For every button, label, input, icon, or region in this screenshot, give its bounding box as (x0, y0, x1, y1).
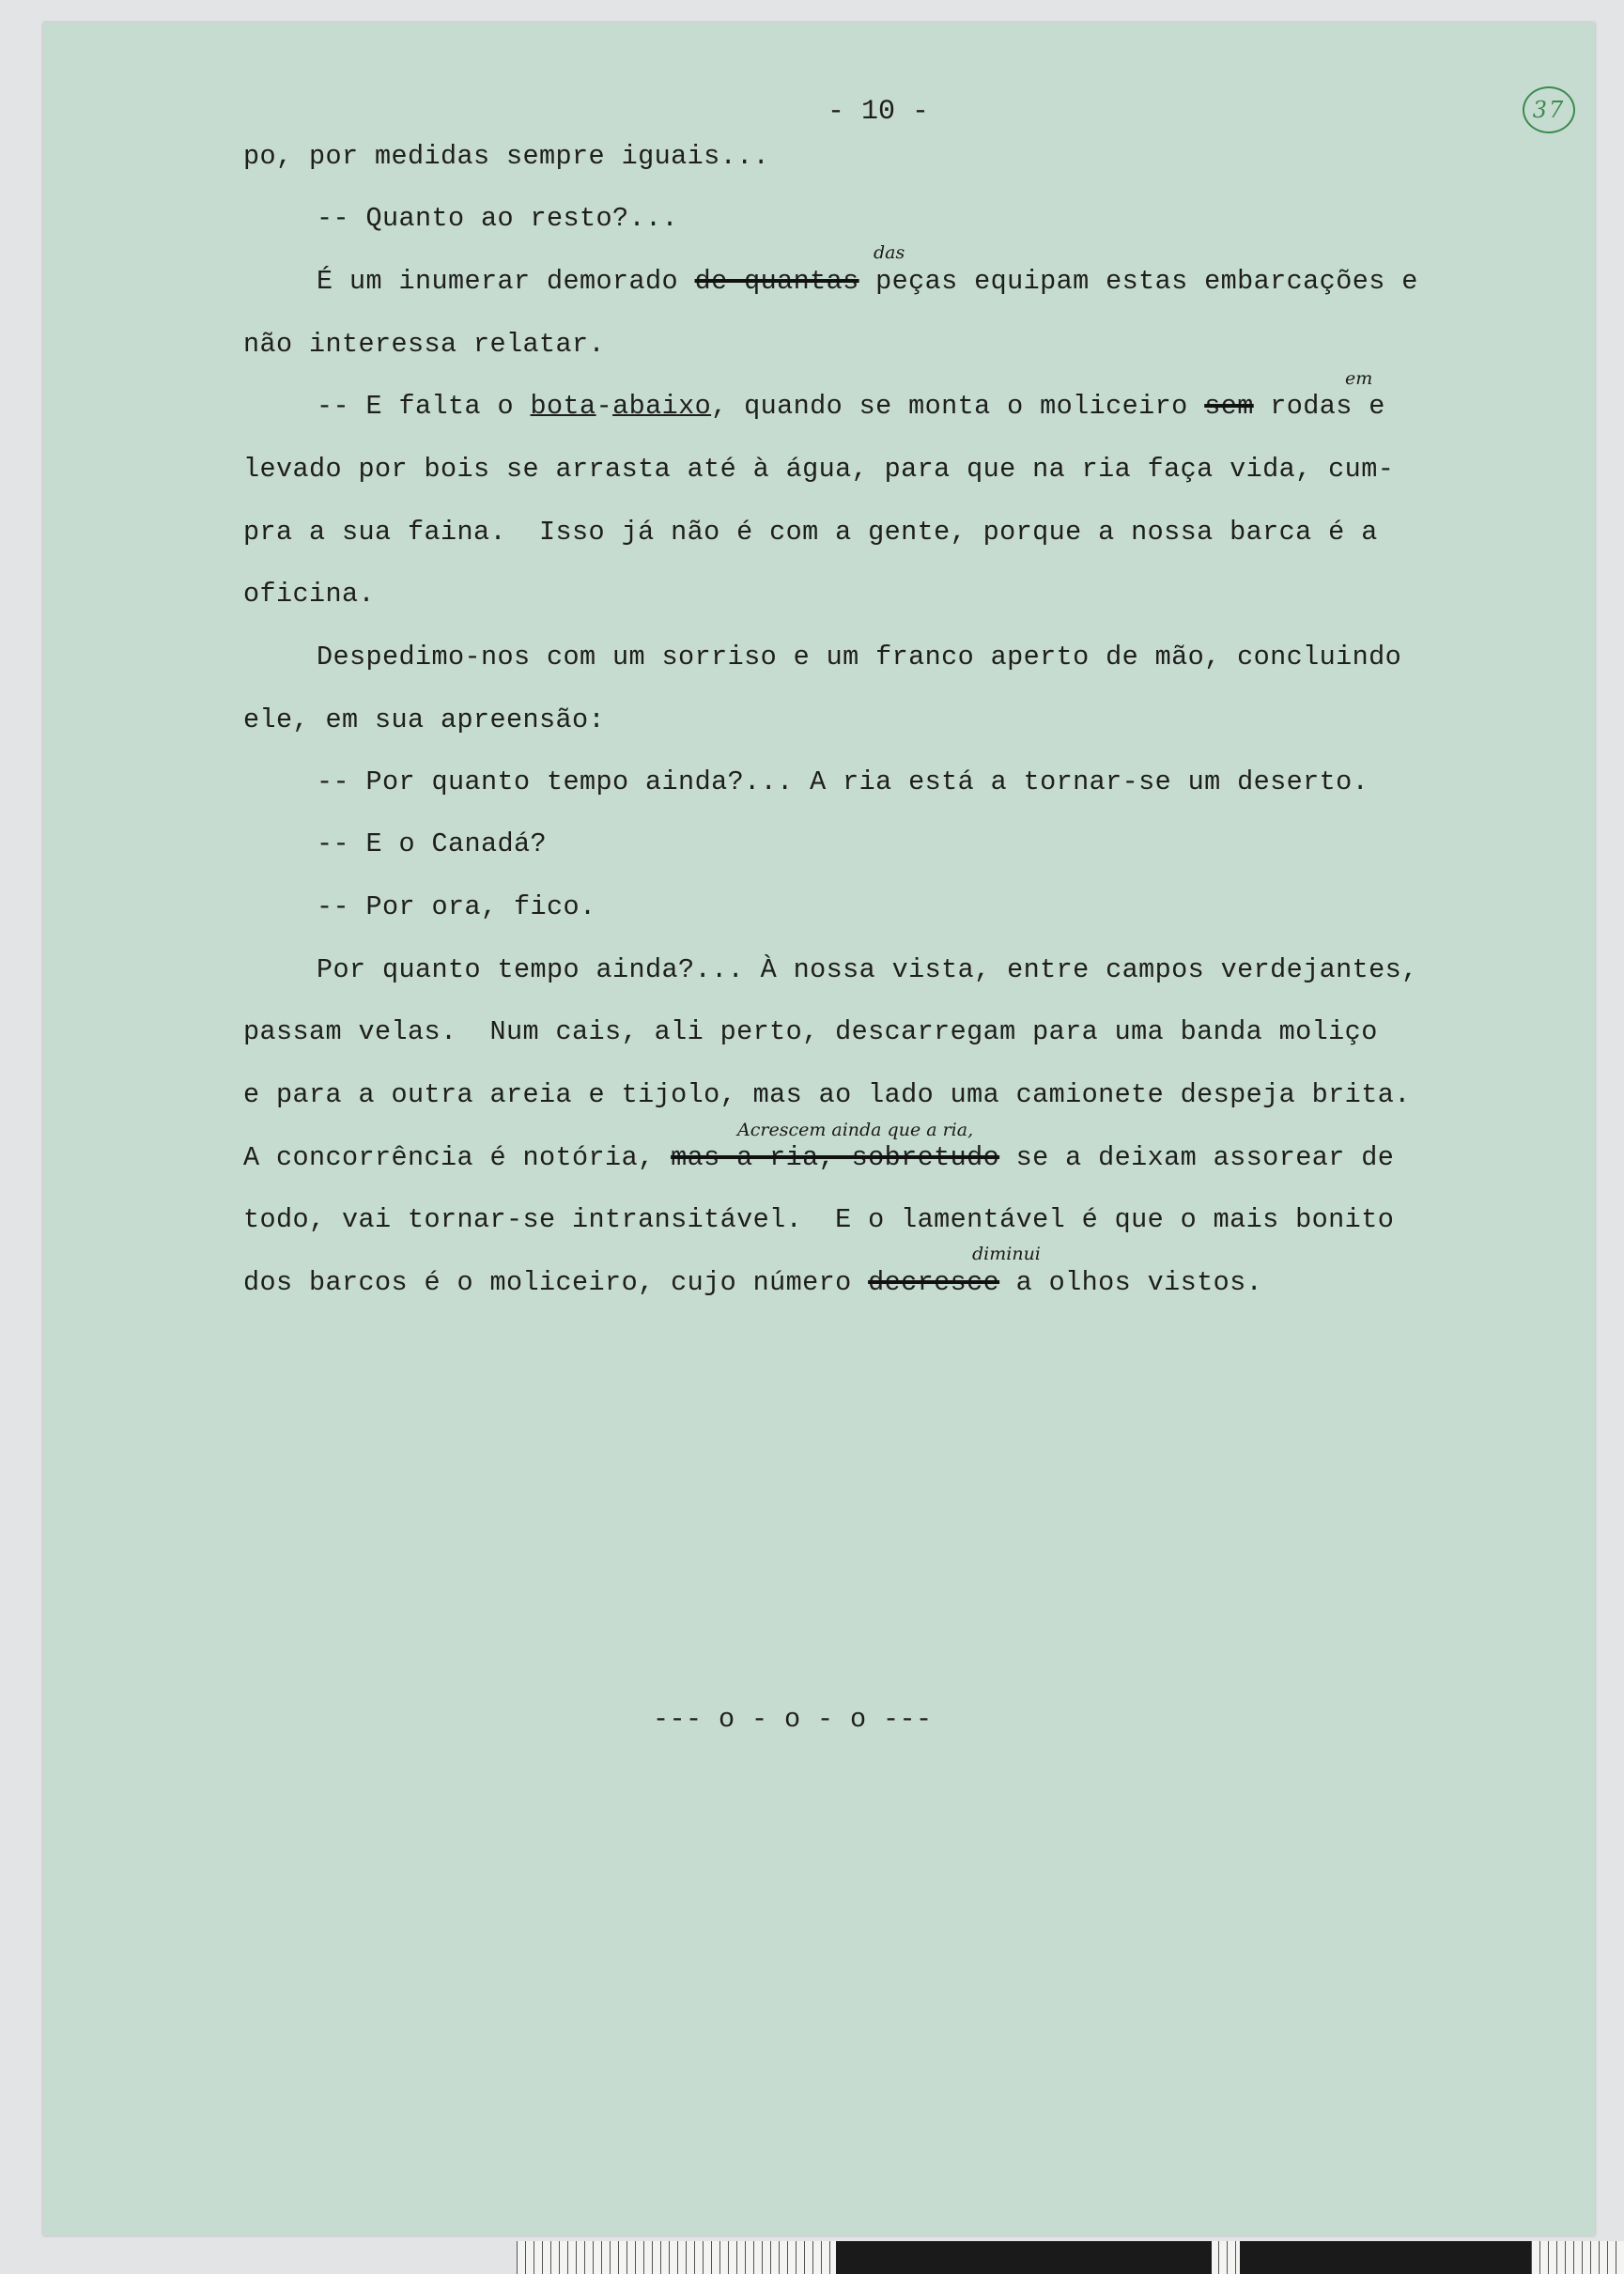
text-fragment: a olhos vistos. (999, 1267, 1263, 1298)
text-line: po, por medidas sempre iguais... (243, 141, 770, 172)
text-line: oficina. (243, 579, 376, 610)
color-bar (836, 2241, 1212, 2274)
text-line (243, 1267, 1262, 1298)
text-line: Por quanto tempo ainda?... À nossa vista, entre campos verdejantes, (317, 954, 1418, 985)
folio-number-stamp: 37 (1523, 86, 1575, 133)
text-line: -- Por ora, fico. (317, 891, 596, 922)
text-line (317, 266, 1418, 297)
text-fragment: -- E falta o (317, 391, 531, 422)
text-fragment: rodas e (1253, 391, 1385, 422)
handwritten-insertion: diminui (972, 1244, 1041, 1264)
handwritten-insertion: das (874, 242, 905, 263)
struck-text: de quantas (694, 266, 859, 297)
text-line: -- Quanto ao resto?... (317, 203, 679, 234)
text-fragment: , quando se monta o moliceiro (711, 391, 1205, 422)
underlined-text: bota (530, 391, 596, 422)
struck-text: sem (1204, 391, 1254, 422)
text-line (243, 1142, 1394, 1173)
handwritten-insertion: Acrescem ainda que a ria, (737, 1120, 974, 1140)
text-fragment: dos barcos é o moliceiro, cujo número (243, 1267, 869, 1298)
color-bar (1240, 2241, 1531, 2274)
text-line: levado por bois se arrasta até à água, para que na ria faça vida, cum- (243, 454, 1395, 485)
struck-text: decresce (868, 1267, 1000, 1298)
text-line: -- E o Canadá? (317, 828, 548, 859)
underlined-text: abaixo (612, 391, 712, 422)
scale-ruler (517, 2241, 1624, 2274)
page-number: - 10 - (827, 96, 930, 128)
text-fragment: É um inumerar demorado (317, 266, 695, 297)
end-mark: --- o - o - o --- (653, 1704, 933, 1735)
text-line: e para a outra areia e tijolo, mas ao lado uma camionete despeja brita. (243, 1079, 1411, 1110)
text-line: Despedimo-nos com um sorriso e um franco aperto de mão, concluindo (317, 642, 1402, 673)
handwritten-insertion: em (1345, 368, 1373, 389)
text-line: pra a sua faina. Isso já não é com a gente, porque a nossa barca é a (243, 517, 1378, 548)
text-line: -- Por quanto tempo ainda?... A ria está a tornar-se um deserto. (317, 766, 1369, 797)
text-line: não interessa relatar. (243, 329, 606, 360)
text-fragment: - (595, 391, 613, 422)
text-line (317, 391, 1385, 422)
struck-text: mas a ria, sobretudo (671, 1142, 1000, 1173)
text-line: todo, vai tornar-se intransitável. E o lamentável é que o mais bonito (243, 1204, 1395, 1235)
text-line: passam velas. Num cais, ali perto, descarregam para uma banda moliço (243, 1016, 1378, 1047)
text-fragment: A concorrência é notória, (243, 1142, 672, 1173)
text-fragment: se a deixam assorear de (999, 1142, 1395, 1173)
text-line: ele, em sua apreensão: (243, 704, 606, 735)
text-fragment: peças equipam estas embarcações e (858, 266, 1418, 297)
